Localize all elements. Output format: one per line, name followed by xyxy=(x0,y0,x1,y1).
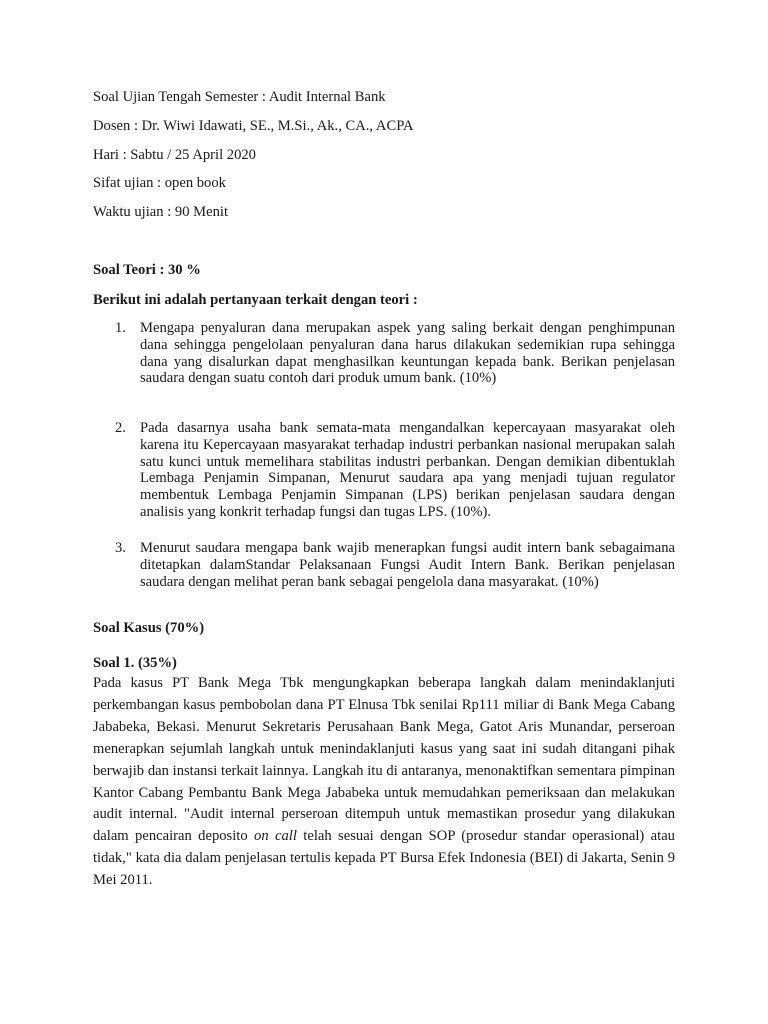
case1-text-part2: telah sesuai dengan SOP (prosedur standar operasional) atau tidak," kata dia dalam penjelasan tertulis kepada PT Bursa Efek Indonesia (BEI) di Jakarta, Senin 9 Mei 2011. xyxy=(93,828,675,889)
question-text: Menurut saudara mengapa bank wajib menerapkan fungsi audit intern bank sebagaimana ditetapkan dalamStandar Pelaksanaan Fungsi Audit Intern Bank. Berikan penjelasan saudara dengan melihat peran bank sebagai pengelola dana masyarakat. (10%) xyxy=(140,540,675,590)
question-number: 1. xyxy=(115,320,126,336)
case1-paragraph xyxy=(93,673,675,892)
exam-day-line: Hari : Sabtu / 25 April 2020 xyxy=(93,147,256,163)
lecturer-line: Dosen : Dr. Wiwi Idawati, SE., M.Si., Ak., CA., ACPA xyxy=(93,118,414,134)
case1-heading: Soal 1. (35%) xyxy=(93,655,177,671)
question-text: Pada dasarnya usaha bank semata-mata mengandalkan kepercayaan masyarakat oleh karena itu Kepercayaan masyarakat terhadap industri perbankan nasional merupakan salah satu kunci untuk memelihara stabilitas industri perbankan. Dengan demikian dibentuklah Lembaga Penjamin Simpanan, Menurut saudara apa yang menjadi tujuan regulator membentuk Lembaga Penjamin Simpanan (LPS) berikan penjelasan saudara dengan analisis yang konkrit terhadap fungsi dan tugas LPS. (10%). xyxy=(140,420,675,520)
exam-type-line: Sifat ujian : open book xyxy=(93,175,226,191)
question-text: Mengapa penyaluran dana merupakan aspek yang saling berkait dengan penghimpunan dana sehingga pengelolaan penyaluran dana harus dilakukan sedemikian rupa sehingga dana yang disalurkan dapat menghasilkan keuntungan kepada bank. Berikan penjelasan saudara dengan suatu contoh dari produk umum bank. (10%) xyxy=(140,320,675,387)
question-number: 3. xyxy=(115,540,126,556)
exam-title: Soal Ujian Tengah Semester : Audit Internal Bank xyxy=(93,89,386,105)
case1-italic-term: on call xyxy=(254,828,297,845)
case1-text-part1: Pada kasus PT Bank Mega Tbk mengungkapkan beberapa langkah dalam menindaklanjuti perkembangan kasus pembobolan dana PT Elnusa Tbk senilai Rp111 miliar di Bank Mega Cabang Jababeka, Bekasi. Menurut Sekretaris Perusahaan Bank Mega, Gatot Aris Munandar, perseroan menerapkan sejumlah langkah untuk menindaklanjuti kasus yang saat ini sudah ditangani pihak berwajib dan instansi terkait lainnya. Langkah itu di antaranya, menonaktifkan sementara pimpinan Kantor Cabang Pembantu Bank Mega Jababeka untuk memudahkan pemeriksaan dan melakukan audit internal. "Audit internal perseroan ditempuh untuk memastikan prosedur yang dilakukan dalam pencairan deposito xyxy=(93,675,675,845)
exam-duration-line: Waktu ujian : 90 Menit xyxy=(93,204,229,220)
theory-heading: Soal Teori : 30 % xyxy=(93,262,201,278)
theory-intro: Berikut ini adalah pertanyaan terkait dengan teori : xyxy=(93,292,418,308)
question-number: 2. xyxy=(115,420,126,436)
case-section-heading: Soal Kasus (70%) xyxy=(93,620,205,636)
